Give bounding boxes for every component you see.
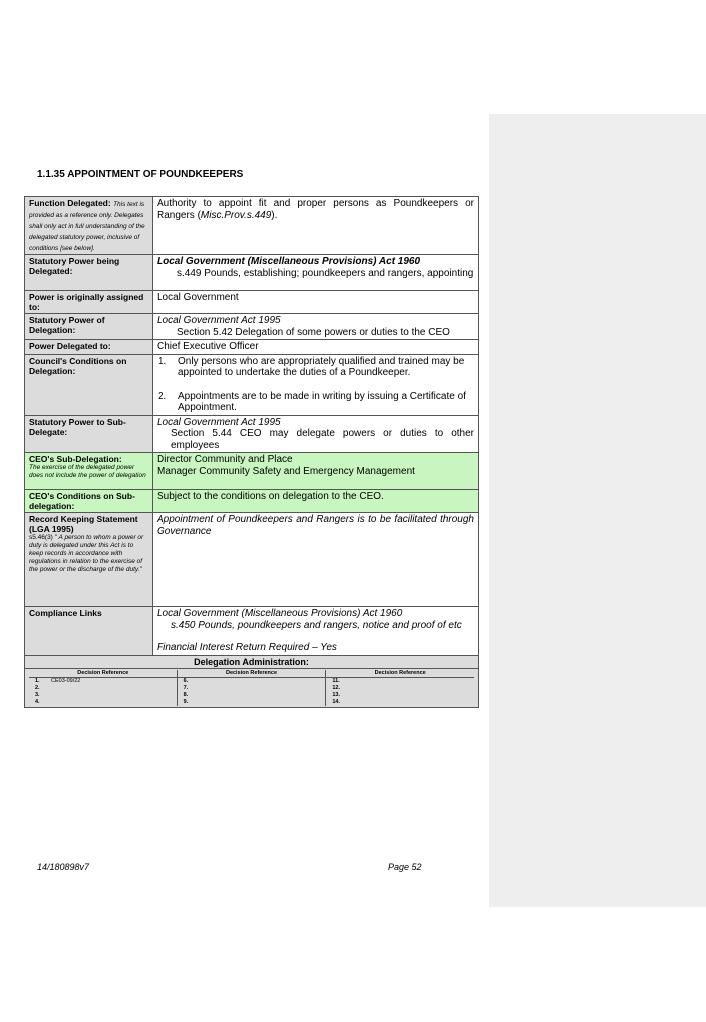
admin-column-header: Decision Reference (29, 670, 177, 678)
function-value-ref: Misc.Prov.s.449 (200, 209, 272, 221)
statutory-power-label: Statutory Power being Delegated: (25, 255, 153, 291)
admin-title: Delegation Administration: (25, 655, 479, 668)
row-originally-assigned (25, 291, 479, 314)
admin-entry (178, 692, 326, 699)
row-record-keeping (25, 513, 479, 607)
ceo-sub-delegate-2: Manager Community Safety and Emergency Management (157, 465, 415, 477)
admin-entry (29, 685, 177, 692)
ceo-sub-delegation-label: CEO's Sub-Delegation: (29, 454, 122, 464)
record-keeping-note (29, 534, 148, 574)
entry-number: 2. (35, 684, 40, 691)
compliance-label: Compliance Links (25, 607, 153, 656)
row-delegated-to (25, 340, 479, 355)
function-label: Function Delegated: (29, 198, 111, 208)
record-keeping-note-text: " A person to whom a power or duty is delegated under this Act is to keep records in accordance with regulations in relation to the exercise of the power or the discharge of the duty." (29, 534, 144, 573)
entry-number: 9. (183, 698, 189, 705)
ceo-sub-delegate-1: Director Community and Place (157, 454, 293, 465)
ceo-conditions-value: Subject to the conditions on delegation to the CEO. (153, 490, 479, 513)
sub-delegate-power-value (153, 415, 479, 453)
row-statutory-power (25, 255, 479, 291)
record-keeping-value: Appointment of Poundkeepers and Rangers is to be facilitated through Governance (153, 513, 479, 607)
admin-column-header: Decision Reference (326, 670, 474, 678)
entry-number: 3. (35, 691, 40, 698)
entry-number: 1. (35, 677, 40, 684)
entry-number: 11. (332, 677, 340, 684)
statutory-power-act: Local Government (Miscellaneous Provisions) Act 1960 (157, 256, 421, 267)
row-ceo-conditions (25, 490, 479, 513)
originally-assigned-label: Power is originally assigned to: (25, 291, 153, 314)
statutory-power-delegation-label: Statutory Power of Delegation: (25, 314, 153, 340)
admin-column (29, 670, 178, 706)
admin-entry (326, 678, 474, 685)
compliance-financial: Financial Interest Return Required – Yes (157, 642, 337, 653)
council-conditions-label: Council's Conditions on Delegation: (25, 354, 153, 415)
council-conditions-value (153, 354, 479, 415)
statutory-power-section: s.449 Pounds, establishing; poundkeepers and rangers, appointing (177, 267, 474, 279)
admin-entry (326, 699, 474, 706)
condition-number: 2. (158, 390, 167, 402)
row-admin-header (25, 655, 479, 668)
admin-entry (178, 678, 326, 685)
function-value (153, 197, 479, 255)
compliance-section: s.450 Pounds, poundkeepers and rangers, notice and proof of etc (171, 619, 462, 631)
admin-body (25, 668, 479, 707)
admin-column-header: Decision Reference (178, 670, 326, 678)
sub-delegate-power-section: Section 5.44 CEO may delegate powers or duties to other employees (171, 428, 474, 451)
admin-entry (29, 692, 177, 699)
entry-number: 13. (332, 691, 340, 698)
row-statutory-power-delegation (25, 314, 479, 340)
statutory-power-value (153, 255, 479, 291)
ceo-conditions-label: CEO's Conditions on Sub-delegation: (25, 490, 153, 513)
delegated-to-label: Power Delegated to: (25, 340, 153, 355)
admin-entry (178, 685, 326, 692)
delegation-table (24, 196, 479, 708)
admin-entry (29, 678, 177, 685)
condition-text: Appointments are to be made in writing by issuing a Certificate of Appointment. (178, 390, 466, 413)
function-value-pre: Authority to appoint fit and proper persons as Poundkeepers or Rangers ( (157, 198, 474, 221)
admin-entry (326, 692, 474, 699)
admin-grid (29, 670, 474, 706)
footer-page-number: Page 52 (388, 862, 422, 872)
entry-number: 7. (183, 684, 189, 691)
record-keeping-label: Record Keeping Statement (LGA 1995) (29, 514, 138, 534)
admin-entry (326, 685, 474, 692)
condition-number: 1. (158, 355, 167, 367)
entry-number: 8. (183, 691, 189, 698)
footer-document-reference: 14/180898v7 (37, 862, 90, 872)
ceo-sub-delegation-note: The exercise of the delegated power does not include the power of delegation (29, 464, 146, 479)
row-compliance-links (25, 607, 479, 656)
row-admin-body (25, 668, 479, 707)
compliance-act: Local Government (Miscellaneous Provisions) Act 1960 (157, 608, 403, 619)
compliance-value (153, 607, 479, 656)
row-function-delegated (25, 197, 479, 255)
record-keeping-note-ref: s5.46(3) (29, 534, 53, 541)
function-value-post: ). (271, 209, 278, 221)
row-council-conditions (25, 354, 479, 415)
entry-value: CE03-09/22 (51, 677, 81, 684)
label-cell (25, 197, 153, 255)
condition-text: Only persons who are appropriately qualified and trained may be appointed to undertake the duties of a Poundkeeper. (178, 355, 465, 378)
council-conditions-list (157, 356, 474, 414)
delegated-to-value: Chief Executive Officer (153, 340, 479, 355)
admin-entry (178, 699, 326, 706)
sub-delegate-power-act: Local Government Act 1995 (157, 416, 281, 428)
originally-assigned-value: Local Government (153, 291, 479, 314)
statutory-power-delegation-act: Local Government Act 1995 (157, 315, 281, 326)
statutory-power-delegation-value (153, 314, 479, 340)
entry-number: 6. (183, 677, 189, 684)
comment-pane (489, 114, 706, 907)
admin-column (326, 670, 474, 706)
record-keeping-label-cell (25, 513, 153, 607)
row-ceo-sub-delegation (25, 453, 479, 490)
sub-delegate-power-label: Statutory Power to Sub-Delegate: (25, 415, 153, 453)
function-note: This text is provided as a reference only. Delegates shall only act in full understanding of the delegated statutory power, inclusive of conditions [see below]. (29, 201, 145, 252)
section-title: 1.1.35 APPOINTMENT OF POUNDKEEPERS (37, 169, 244, 180)
entry-number: 12. (332, 684, 340, 691)
entry-number: 14. (332, 698, 340, 705)
condition-item (157, 391, 474, 414)
condition-item (157, 356, 474, 379)
ceo-sub-delegation-value (153, 453, 479, 490)
row-sub-delegate-power (25, 415, 479, 453)
entry-number: 4. (35, 698, 40, 705)
admin-column (178, 670, 327, 706)
ceo-sub-delegation-label-cell (25, 453, 153, 490)
admin-entry (29, 699, 177, 706)
statutory-power-delegation-section: Section 5.42 Delegation of some powers or duties to the CEO (177, 326, 450, 338)
